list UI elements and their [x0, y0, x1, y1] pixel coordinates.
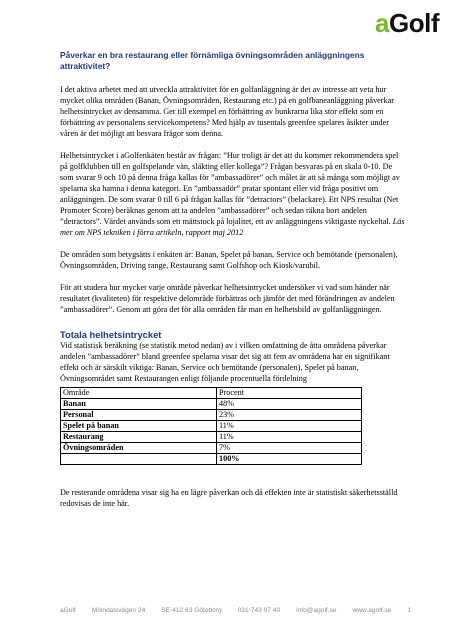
agolf-logo [375, 8, 439, 39]
page-footer [60, 607, 411, 614]
row-label: Övningsområden [61, 443, 217, 454]
row-value: 7% [217, 443, 362, 454]
table-row [61, 421, 362, 432]
read-more-note: Läs mer om NPS tekniken i förra artikeln, rapport maj 2012 [60, 217, 405, 237]
paragraph-helhetsintryck [60, 150, 405, 238]
page-number: 1 [407, 607, 411, 614]
table-row [61, 410, 362, 421]
table-row [61, 399, 362, 410]
header-procent: Procent [217, 388, 362, 399]
footer-email: info@agolf.se [296, 607, 337, 614]
row-label: Banan [61, 399, 217, 410]
logo-word-golf: Golf [389, 8, 439, 38]
document-body [60, 50, 405, 520]
paragraph-omraden: De områden som betygsätts i enkäten är: Banan, Spelet på banan, Service och bemötande (personalen), Övningsområden, Driving range, Restaurang samt Golfshop och Kiosk/varubil. [60, 250, 398, 270]
percentage-table [60, 387, 362, 465]
section-heading-attraktivitet: Påverkar en bra restaurang eller förnämliga övningsområden anläggningens attraktivitet? [60, 50, 365, 71]
paragraph-helhetsintryck-text: Helhetsintrycket i aGolfenkäten består av frågan: ”Hur troligt är det att du kommer rekommendera spel på golfklubben till en golfspelande vän, släkting eller kollega”? Frågan besvaras på en skala 0-10. De som svarar 9 och 10 på denna fråga kallas för ”ambassadörer” och målet är att så många som möjligt av spelarna ska hamna i denna kategori. En ”ambassadör” pratar spontant eller vid fråga positivt om anläggningen. De som svarar 0 till 6 på frågan kallas för ”detractors” (belackare). Ett NPS resultat (Net Promoter Score) beräknas genom att ta andelen ”ambassadörer” och sedan räkna bort andelen ”detractors”. Värdet används som ett mättstock på lojalitet, ett av anläggningens viktigaste nyckeltal. [60, 151, 400, 226]
row-label: Restaurang [61, 432, 217, 443]
footer-city: SE-412 63 Göteborg [161, 607, 222, 614]
table-row [61, 443, 362, 454]
row-value: 23% [217, 410, 362, 421]
section-heading-totala: Totala helhetsintrycket [60, 329, 162, 340]
row-value: 11% [217, 432, 362, 443]
table-row [61, 432, 362, 443]
logo-letter-a: a [375, 8, 389, 38]
footer-street: Mölndalsvägen 24 [91, 607, 146, 614]
row-value: 11% [217, 421, 362, 432]
row-value: 48% [217, 399, 362, 410]
paragraph-intro: I det aktiva arbetet med att utveckla attraktivitet för en golfanläggning är det av intresse att veta hur mycket olika områden (Banan, Övningsområden, Restaurang etc.) på en golfbaneanläggning påverkar helhetsintrycket av densamma. Ger till exempel en förbättring av bunkrarna lika stor effekt som en förbättring av personalens servicekompetens? Med hjälp av tusentals greenfee spelares åsikter under våren är det möjligt att besvara frågor som denna. [60, 85, 394, 138]
footer-company: aGolf [60, 607, 76, 614]
footer-phone: 031-743 07 40 [237, 607, 281, 614]
footer-website: www.agolf.se [352, 607, 392, 614]
paragraph-studera: För att studera hur mycket varje område påverkar helhetsintrycket undersöker vi vad som händer när resultatet (kvaliteten) för respektive delområde förbättras och jämför det med förändringen av andelen ”ambassadörer”. Genom att göra det för alla områden får man en helhetsbild av golfanläggningen. [60, 283, 395, 314]
header-omrade: Område [61, 388, 217, 399]
row-label: Personal [61, 410, 217, 421]
total-value: 100% [217, 454, 362, 465]
row-label: Spelet på banan [61, 421, 217, 432]
total-label-empty [61, 454, 217, 465]
paragraph-resterande: De resterande områdena visar sig ha en lägre påverkan och då effekten inte är statistiskt säkerhetsställd redovisas de inte här. [60, 488, 398, 508]
paragraph-statistik: Vid statistisk beräkning (se statistik metod nedan) av i vilken omfattning de åtta områdena påverkar andelen ”ambassadörer” bland greenfee spelarna visar det sig att fem av områdena har en signifikant effekt och är särskilt viktiga: Banan, Service och bemötande (personalen), Spelet på banan, Övningsområdet samt Restaurangen enligt följande procentuella fördelning [60, 341, 390, 383]
table-total-row [61, 454, 362, 465]
table-header-row [61, 388, 362, 399]
